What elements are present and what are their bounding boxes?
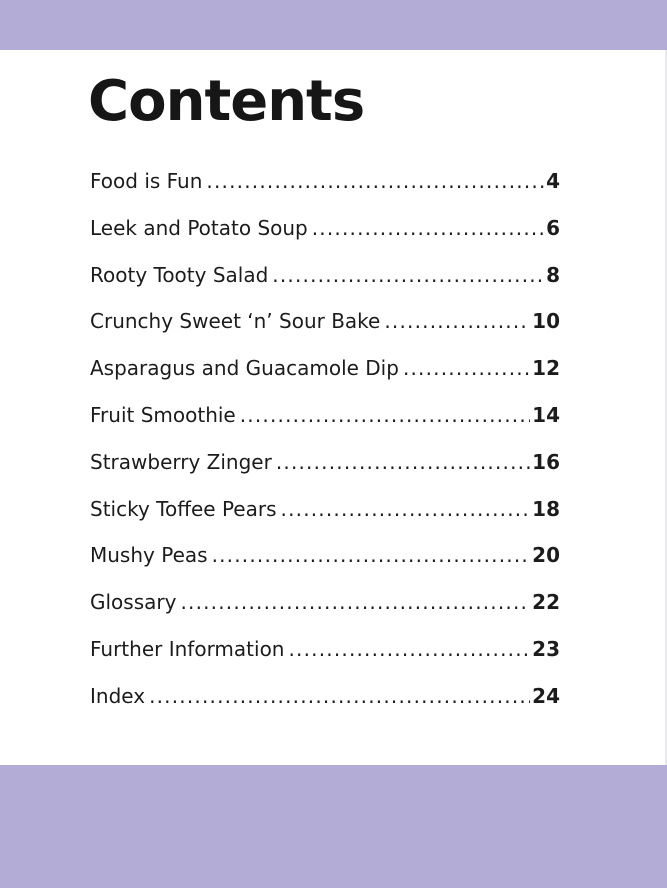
contents-entry[interactable] bbox=[90, 584, 560, 631]
entry-title: Sticky Toffee Pears bbox=[90, 496, 277, 521]
page-number: 24 bbox=[532, 683, 560, 708]
page-number: 12 bbox=[532, 356, 560, 381]
contents-entry[interactable] bbox=[90, 678, 560, 725]
contents-entry[interactable] bbox=[90, 397, 560, 444]
bottom-color-band bbox=[0, 765, 667, 888]
dot-leader bbox=[212, 537, 531, 573]
page-number: 18 bbox=[532, 496, 560, 521]
dot-leader bbox=[206, 163, 544, 199]
page-number: 23 bbox=[532, 636, 560, 661]
dot-leader bbox=[312, 210, 544, 246]
contents-entry[interactable] bbox=[90, 444, 560, 491]
contents-entry[interactable] bbox=[90, 350, 560, 397]
dot-leader bbox=[240, 397, 530, 433]
page-number: 8 bbox=[546, 262, 560, 287]
contents-entry[interactable] bbox=[90, 631, 560, 678]
dot-leader bbox=[276, 444, 530, 480]
page-title: Contents bbox=[88, 69, 365, 134]
contents-entry[interactable] bbox=[90, 491, 560, 538]
page-number: 6 bbox=[546, 215, 560, 240]
dot-leader bbox=[180, 584, 530, 620]
page-number: 4 bbox=[546, 169, 560, 193]
entry-title: Strawberry Zinger bbox=[90, 449, 272, 474]
top-color-band bbox=[0, 0, 667, 50]
dot-leader bbox=[149, 678, 530, 714]
dot-leader bbox=[272, 257, 544, 293]
dot-leader bbox=[288, 631, 530, 667]
entry-title: Index bbox=[90, 683, 146, 708]
entry-title: Mushy Peas bbox=[90, 543, 208, 568]
page-number: 20 bbox=[532, 543, 560, 568]
contents-entry[interactable] bbox=[90, 537, 560, 584]
entry-title: Asparagus and Guacamole Dip bbox=[90, 356, 399, 381]
entry-title: Leek and Potato Soup bbox=[90, 215, 308, 240]
contents-list bbox=[90, 163, 560, 725]
entry-title: Glossary bbox=[90, 590, 177, 615]
entry-title: Food is Fun bbox=[90, 169, 203, 193]
entry-title: Rooty Tooty Salad bbox=[90, 262, 269, 287]
contents-entry[interactable] bbox=[90, 210, 560, 257]
contents-entry[interactable] bbox=[90, 257, 560, 304]
dot-leader bbox=[281, 491, 531, 527]
page-number: 16 bbox=[532, 449, 560, 474]
entry-title: Further Information bbox=[90, 636, 285, 661]
entry-title: Crunchy Sweet ‘n’ Sour Bake bbox=[90, 309, 381, 334]
page-number: 14 bbox=[532, 402, 560, 427]
contents-entry[interactable] bbox=[90, 303, 560, 350]
page-number: 22 bbox=[532, 590, 560, 615]
entry-title: Fruit Smoothie bbox=[90, 402, 236, 427]
dot-leader bbox=[403, 350, 530, 386]
page-number: 10 bbox=[532, 309, 560, 334]
contents-entry[interactable] bbox=[90, 163, 560, 210]
dot-leader bbox=[384, 303, 530, 339]
